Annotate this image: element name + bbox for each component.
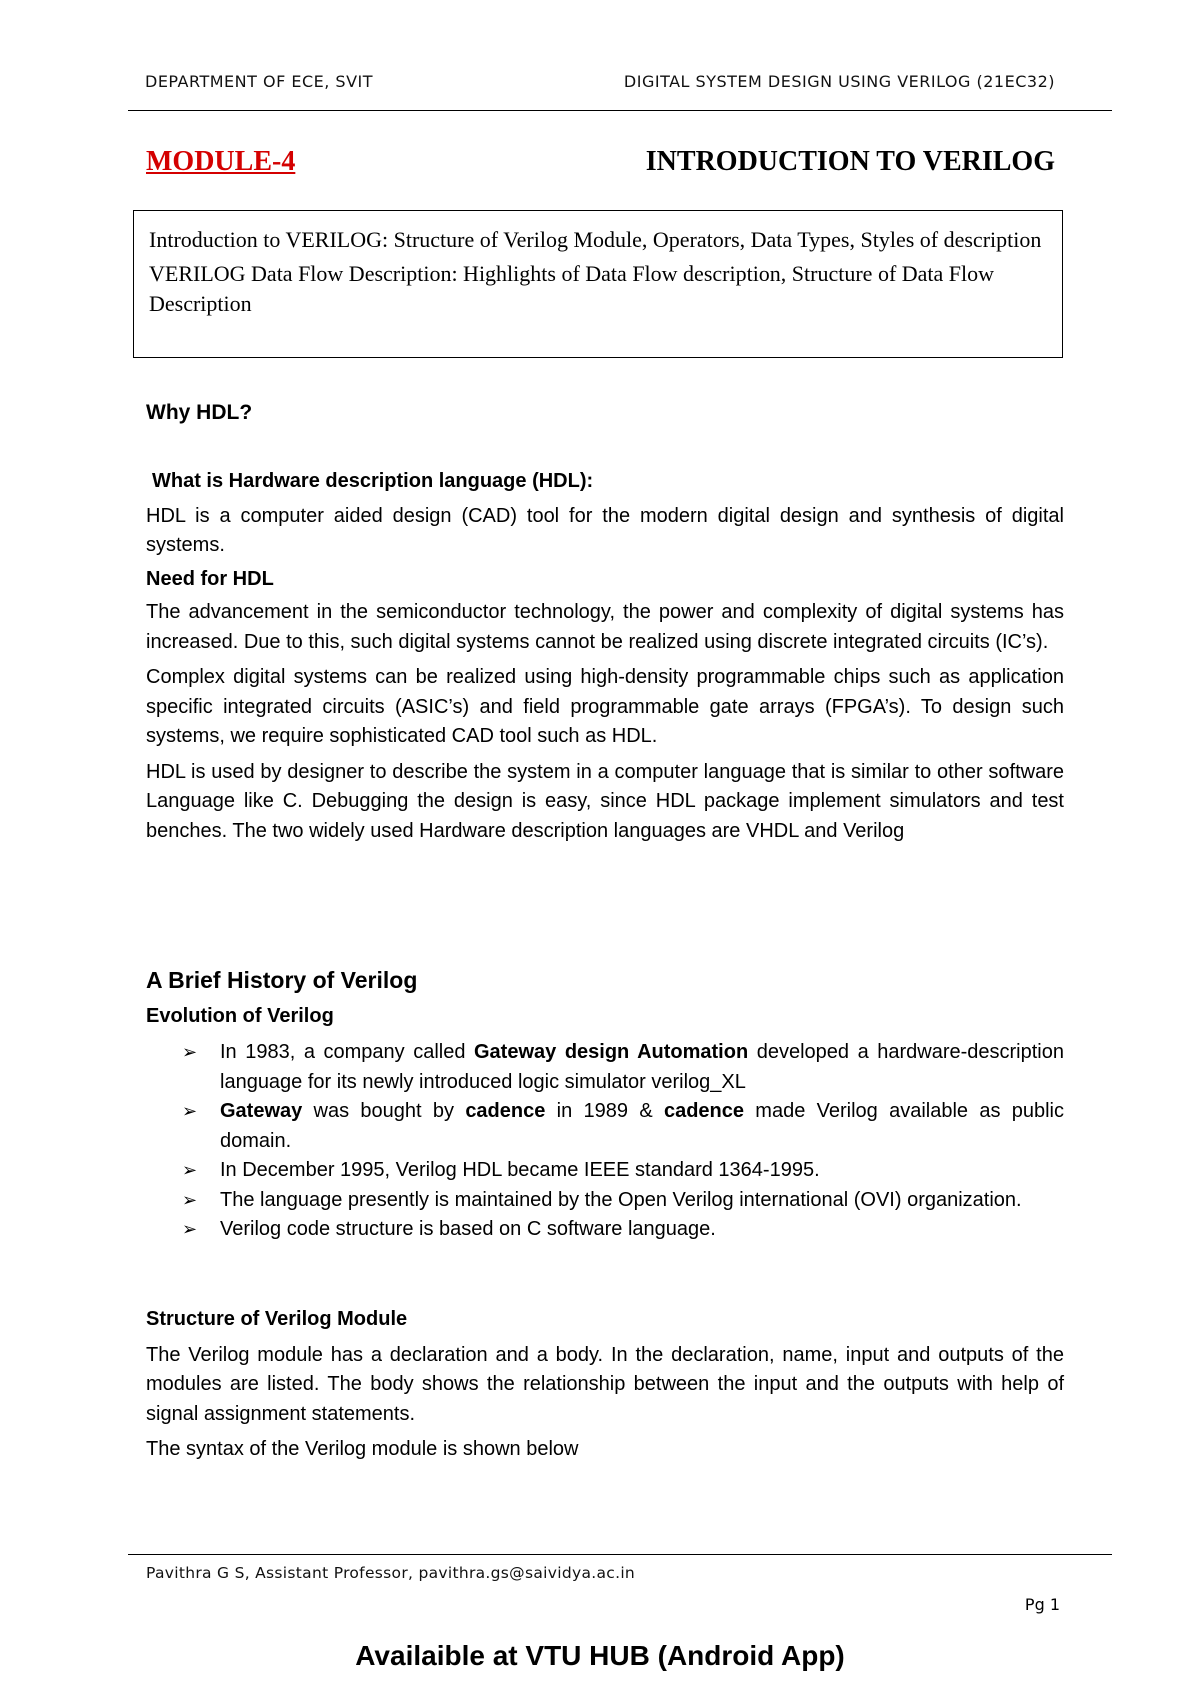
history-heading: A Brief History of Verilog	[146, 967, 418, 993]
evolution-heading: Evolution of Verilog	[146, 1004, 334, 1027]
list-item: ➢ Gateway was bought by cadence in 1989 & cadence made Verilog available as public domain.	[182, 1097, 1064, 1156]
paragraph: HDL is used by designer to describe the system in a computer language that is similar to other software Language like C. Debugging the design is easy, since HDL package implement simulators and test benches. The two widely used Hardware description languages are VHDL and Verilog	[146, 760, 1064, 842]
arrow-bullet-icon: ➢	[182, 1219, 198, 1240]
structure-heading: Structure of Verilog Module	[146, 1308, 408, 1330]
arrow-bullet-icon: ➢	[182, 1101, 198, 1122]
what-is-hdl-heading: What is Hardware description language (HDL):	[152, 470, 594, 492]
structure-section	[146, 1305, 1064, 1465]
header-divider	[128, 110, 1112, 111]
footer-author: Pavithra G S, Assistant Professor, pavithra.gs@saividya.ac.in	[146, 1564, 636, 1582]
footer-divider	[128, 1554, 1112, 1555]
need-for-hdl-heading: Need for HDL	[146, 567, 274, 590]
list-item: ➢ In 1983, a company called Gateway design Automation developed a hardware-description language for its newly introduced logic simulator verilog_XL	[182, 1038, 1064, 1097]
syllabus-topics-box	[133, 210, 1063, 358]
paragraph: The syntax of the Verilog module is shown below	[146, 1438, 579, 1460]
arrow-bullet-icon: ➢	[182, 1042, 198, 1063]
module-title: INTRODUCTION TO VERILOG	[645, 146, 1055, 177]
arrow-bullet-icon: ➢	[182, 1189, 198, 1211]
topic-line: Introduction to VERILOG: Structure of Verilog Module, Operators, Data Types, Styles of description	[149, 227, 1042, 252]
list-item: ➢ In December 1995, Verilog HDL became IEEE standard 1364-1995.	[182, 1156, 1064, 1186]
promo-banner: Availaible at VTU HUB (Android App)	[355, 1640, 845, 1671]
why-hdl-section	[146, 467, 1064, 846]
list-item: ➢ Verilog code structure is based on C software language.	[182, 1215, 1064, 1245]
page-number: Pg 1	[1024, 1595, 1060, 1614]
list-item: ➢ The language presently is maintained by the Open Verilog international (OVI) organization.	[182, 1186, 1064, 1216]
paragraph: HDL is a computer aided design (CAD) tool for the modern digital design and synthesis of digital systems.	[146, 504, 1064, 556]
module-label: MODULE-4	[146, 146, 296, 177]
header-course: DIGITAL SYSTEM DESIGN USING VERILOG (21EC32)	[623, 72, 1055, 91]
history-heading-block	[146, 966, 1064, 1031]
paragraph: Complex digital systems can be realized using high-density programmable chips such as application specific integrated circuits (ASIC’s) and field programmable gate arrays (FPGA’s). To design such systems, we require sophisticated CAD tool such as HDL.	[146, 666, 1064, 747]
header-department: DEPARTMENT OF ECE, SVIT	[145, 72, 374, 91]
paragraph: The Verilog module has a declaration and a body. In the declaration, name, input and outputs of the modules are listed. The body shows the relationship between the input and the outputs with help of signal assignment statements.	[146, 1343, 1064, 1425]
topic-line: VERILOG Data Flow Description: Highlights of Data Flow description, Structure of Data Flow Description	[149, 261, 995, 316]
paragraph: The advancement in the semiconductor technology, the power and complexity of digital systems has increased. Due to this, such digital systems cannot be realized using discrete integrated circuits (IC’s).	[146, 601, 1064, 653]
arrow-bullet-icon: ➢	[182, 1160, 198, 1181]
history-bullet-list	[182, 1038, 1064, 1245]
why-hdl-heading: Why HDL?	[146, 401, 253, 424]
